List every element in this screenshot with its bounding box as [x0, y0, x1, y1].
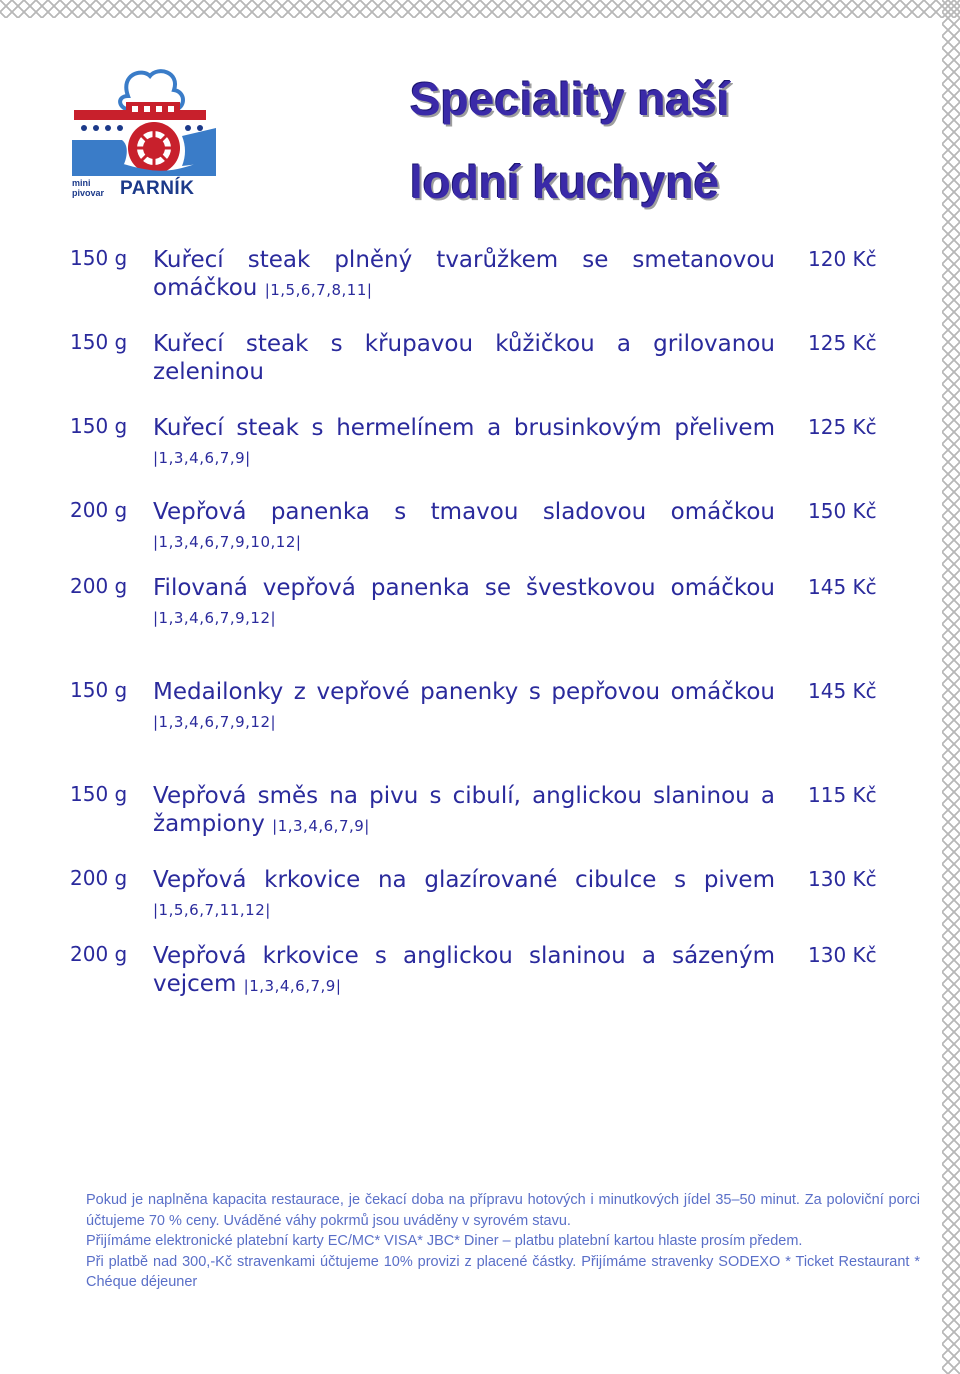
logo-text — [72, 178, 222, 202]
item-price: 125 Kč — [808, 415, 877, 439]
item-name-text: Vepřová panenka s tmavou sladovou omáčkou — [153, 499, 775, 525]
item-name-text: Vepřová krkovice s anglickou slaninou a sázeným vejcem — [153, 943, 775, 997]
item-weight: 150 g — [70, 782, 128, 806]
decorative-border-top — [0, 0, 960, 18]
item-name-text: Vepřová krkovice na glazírované cibulce s pivem — [153, 867, 775, 893]
item-name — [153, 678, 775, 736]
item-name — [153, 942, 775, 1000]
logo-brand: PARNÍK — [120, 178, 195, 199]
item-allergens: |1,3,4,6,7,9| — [153, 449, 251, 467]
item-allergens: |1,3,4,6,7,9,12| — [153, 713, 277, 731]
decorative-border-right — [942, 0, 960, 1374]
item-price: 125 Kč — [808, 331, 877, 355]
footer-note-cards: Přijímáme elektronické platební karty EC/MC* VISA* JBC* Diner – platbu platební kartou hlaste prosím předem. — [86, 1233, 803, 1250]
item-name — [153, 574, 775, 632]
item-name — [153, 866, 775, 924]
item-allergens: |1,3,4,6,7,9| — [243, 977, 342, 995]
item-weight: 150 g — [70, 246, 128, 270]
item-name — [153, 498, 775, 556]
item-weight: 200 g — [70, 866, 128, 890]
item-price: 145 Kč — [808, 679, 877, 703]
logo-text-pivovar: pivovar — [72, 188, 105, 198]
logo-text-mini: mini — [72, 178, 91, 188]
item-weight: 150 g — [70, 678, 128, 702]
item-weight: 150 g — [70, 414, 128, 438]
item-price: 120 Kč — [808, 247, 877, 271]
item-allergens: |1,5,6,7,8,11| — [264, 281, 373, 299]
item-allergens: |1,5,6,7,11,12| — [153, 901, 271, 919]
item-price: 150 Kč — [808, 499, 877, 523]
item-name-text: Kuřecí steak s křupavou kůžičkou a grilovanou zeleninou — [153, 331, 775, 385]
footer-notes — [86, 1190, 920, 1293]
footer-note-vouchers: Při platbě nad 300,-Kč stravenkami účtujeme 10% provizi z placené částky. Přijímáme stravenky SODEXO * Ticket Restaurant * Chéque déjeuner — [86, 1253, 920, 1291]
item-name — [153, 246, 775, 304]
item-allergens: |1,3,4,6,7,9,10,12| — [153, 533, 302, 551]
item-weight: 200 g — [70, 498, 128, 522]
item-name-text: Kuřecí steak plněný tvarůžkem se smetanovou omáčkou — [153, 247, 775, 301]
item-name-text: Kuřecí steak s hermelínem a brusinkovým přelivem — [153, 415, 775, 441]
item-allergens: |1,3,4,6,7,9| — [272, 817, 370, 835]
footer-note-capacity: Pokud je naplněna kapacita restaurace, je čekací doba na přípravu hotových i minutkových jídel 35–50 minut. Za poloviční porci účtujeme 70 % ceny. Uváděné váhy pokrmů jsou uváděny v syrovém stavu. — [86, 1192, 920, 1229]
page-title-line1: Speciality naší — [410, 73, 730, 125]
item-price: 145 Kč — [808, 575, 877, 599]
item-name — [153, 414, 775, 472]
item-price: 130 Kč — [808, 867, 877, 891]
item-weight: 150 g — [70, 330, 128, 354]
item-name — [153, 782, 775, 840]
item-price: 130 Kč — [808, 943, 877, 967]
item-price: 115 Kč — [808, 783, 877, 807]
item-weight: 200 g — [70, 942, 128, 966]
item-name — [153, 330, 775, 388]
item-weight: 200 g — [70, 574, 128, 598]
item-name-text: Vepřová směs na pivu s cibulí, anglickou slaninou a žampiony — [153, 783, 775, 837]
item-allergens: |1,3,4,6,7,9,12| — [153, 609, 277, 627]
item-name-text: Medailonky z vepřové panenky s pepřovou omáčkou — [153, 679, 775, 705]
item-name-text: Filovaná vepřová panenka se švestkovou omáčkou — [153, 575, 775, 601]
page-title-line2: lodní kuchyně — [410, 156, 720, 208]
